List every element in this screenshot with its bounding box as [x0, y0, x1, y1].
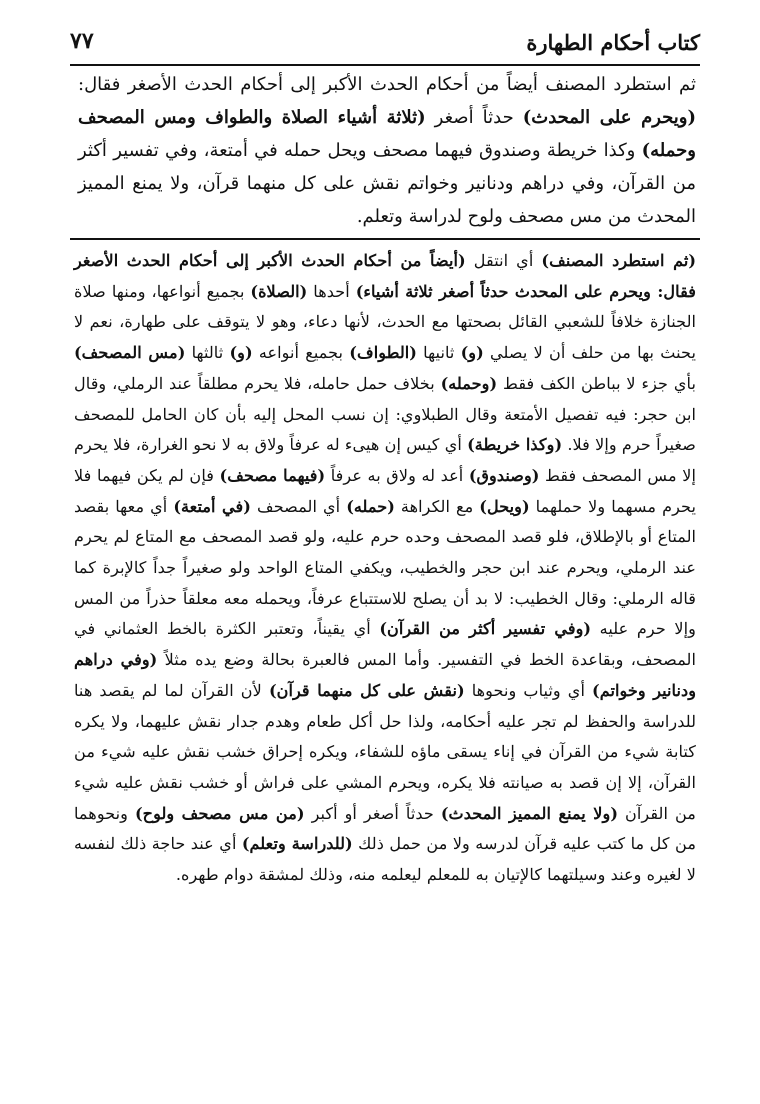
- page-number: ٧٧: [70, 28, 94, 54]
- main-text: [78, 68, 696, 233]
- page-header: [70, 28, 700, 64]
- commentary-text: [74, 246, 696, 891]
- header-divider: [70, 64, 700, 66]
- main-text-paragraph: ثم استطرد المصنف أيضاً من أحكام الحدث الأكبر إلى أحكام الحدث الأصغر فقال: (ويحرم على المحدث) حدثاً أصغر (ثلاثة أشياء الصلاة والطواف ومس المصحف وحمله) وكذا خريطة وصندوق فيهما مصحف ويحل حمله في أمتعة، وفي تفسير أكثر من القرآن، وفي دراهم ودنانير وخواتم نقش على كل منهما قرآن، ولا يمنع المميز المحدث من مس مصحف ولوح لدراسة وتعلم.: [78, 74, 697, 227]
- book-title: كتاب أحكام الطهارة: [526, 30, 700, 55]
- commentary-divider: [70, 238, 700, 240]
- commentary-paragraph: (ثم استطرد المصنف) أي انتقل (أيضاً من أحكام الحدث الأكبر إلى أحكام الحدث الأصغر فقال: ويحرم على المحدث حدثاً أصغر ثلاثة أشياء) أحدها (الصلاة) بجميع أنواعها، ومنها صلاة الجنازة خلافاً للشعبي القائل بصحتها مع الحدث، لأنها دعاء، وهو لا يتوقف على طهارة، نعم لا يحنث بها من حلف أن لا يصلي (و) ثانيها (الطواف) بجميع أنواعه (و) ثالثها (مس المصحف) بأي جزء لا بباطن الكف فقط (وحمله) بخلاف حمل حامله، فلا يحرم مطلقاً عند الرملي، وقال ابن حجر: فيه تفصيل الأمتعة وقال الطبلاوي: إن نسب المحل إليه بأن كان الحامل للمصحف صغيراً حرم وإلا فلا. (وكذا خريطة) أي كيس إن هيىء له عرفاً ولاق به لا نحو الغرارة، فلا يحرم إلا مس المصحف فقط (وصندوق) أعد له ولاق به عرفاً (فيهما مصحف) فإن لم يكن فيهما فلا يحرم مسهما ولا حملهما (ويحل) مع الكراهة (حمله) أي المصحف (في أمتعة) أي معها بقصد المتاع أو بالإطلاق، فلو قصد المصحف وحده حرم عليه، ولو قصد المصحف مع المتاع لم يحرم عند الرملي، ويحرم عند ابن حجر والخطيب، ويكفي المتاع الواحد ولو صغيراً جداً كالإبرة كما قاله الرملي: وقال الخطيب: لا بد أن يصلح للاستتباع عرفاً، ويحمله معه معلقاً حذراً من المس وإلا حرم عليه (وفي تفسير أكثر من القرآن) أي يقيناً، وتعتبر الكثرة بالخط العثماني في المصحف، وبقاعدة الخط في التفسير. وأما المس فالعبرة بحالة وضع يده مثلاً (وفي دراهم ودنانير وخواتم) أي وثياب ونحوها (نقش على كل منهما قرآن) لأن القرآن لما لم يقصد هنا للدراسة والحفظ لم تجر عليه أحكامه، ولذا حل أكل طعام وهدم جدار نقش عليهما، ولا يكره كتابة شيء من القرآن في إناء يسقى ماؤه للشفاء، ويكره إحراق خشب نقش عليه شيء من القرآن، إلا إن قصد به صيانته فلا يكره، ويحرم المشي على فراش أو خشب نقش عليه شيء من القرآن (ولا يمنع المميز المحدث) حدثاً أصغر أو أكبر (من مس مصحف ولوح) ونحوهما من كل ما كتب عليه قرآن لدرسه ولا من حمل ذلك (للدراسة وتعلم) أي عند حاجة ذلك لنفسه لا لغيره وعند وسيلتهما كالإتيان به للمعلم ليعلمه منه، وذلك لمشقة دوام طهره.: [74, 251, 697, 885]
